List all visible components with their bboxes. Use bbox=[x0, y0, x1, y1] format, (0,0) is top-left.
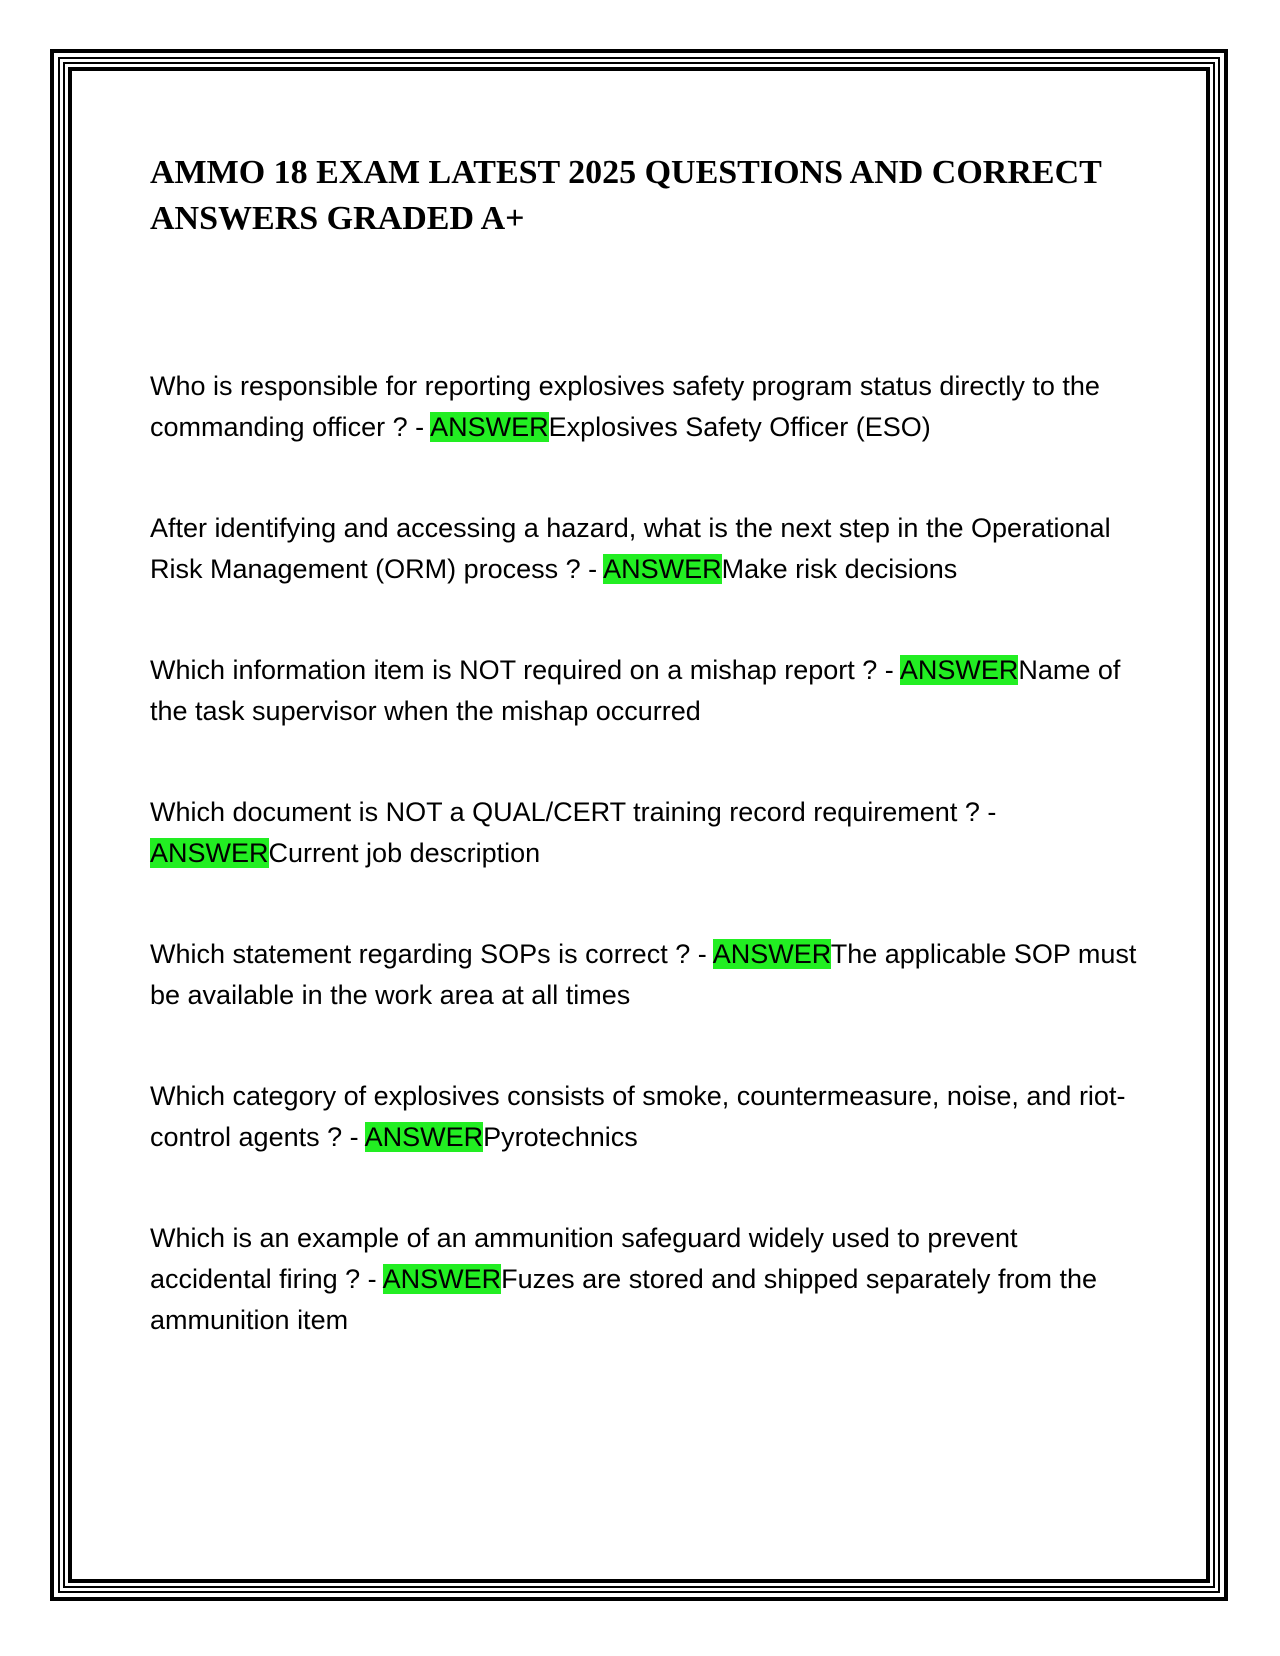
answer-highlight: ANSWER bbox=[150, 838, 269, 868]
qa-item bbox=[150, 508, 1140, 590]
qa-item bbox=[150, 1218, 1140, 1341]
answer-highlight: ANSWER bbox=[603, 554, 722, 584]
answer-text: The applicable SOP must be available in the work area at all times bbox=[150, 939, 1137, 1010]
qa-item bbox=[150, 366, 1140, 448]
answer-highlight: ANSWER bbox=[899, 655, 1019, 685]
answer-text: Explosives Safety Officer (ESO) bbox=[548, 412, 931, 442]
question-text: Which is an example of an ammunition safeguard widely used to prevent accidental firing ? - bbox=[150, 1223, 1018, 1294]
qa-list bbox=[150, 366, 1140, 1341]
answer-highlight: ANSWER bbox=[430, 412, 549, 442]
question-text: After identifying and accessing a hazard, what is the next step in the Operational Risk Management (ORM) process ? - bbox=[150, 513, 1111, 584]
answer-highlight: ANSWER bbox=[712, 939, 831, 969]
question-text: Which document is NOT a QUAL/CERT training record requirement ? - bbox=[150, 797, 997, 827]
document-title: AMMO 18 EXAM LATEST 2025 QUESTIONS AND CORRECT ANSWERS GRADED A+ bbox=[150, 154, 1102, 237]
question-text: Which statement regarding SOPs is correct ? - bbox=[150, 939, 713, 969]
qa-item bbox=[150, 650, 1140, 732]
answer-text: Fuzes are stored and shipped separately from the ammunition item bbox=[150, 1264, 1097, 1335]
document-body bbox=[150, 150, 1140, 1401]
answer-highlight: ANSWER bbox=[382, 1264, 502, 1294]
answer-text: Pyrotechnics bbox=[483, 1122, 638, 1152]
question-text: Which category of explosives consists of smoke, countermeasure, noise, and riot-control agents ? - bbox=[150, 1081, 1126, 1152]
answer-text: Current job description bbox=[268, 838, 541, 868]
qa-item bbox=[150, 792, 1140, 874]
question-text: Which information item is NOT required on a mishap report ? - bbox=[150, 655, 900, 685]
answer-highlight: ANSWER bbox=[364, 1122, 484, 1152]
question-text: Who is responsible for reporting explosives safety program status directly to the commanding officer ? - bbox=[150, 371, 1100, 442]
qa-item bbox=[150, 1076, 1140, 1158]
answer-text: Make risk decisions bbox=[721, 554, 958, 584]
qa-item bbox=[150, 934, 1140, 1016]
answer-text: Name of the task supervisor when the mishap occurred bbox=[150, 655, 1121, 726]
